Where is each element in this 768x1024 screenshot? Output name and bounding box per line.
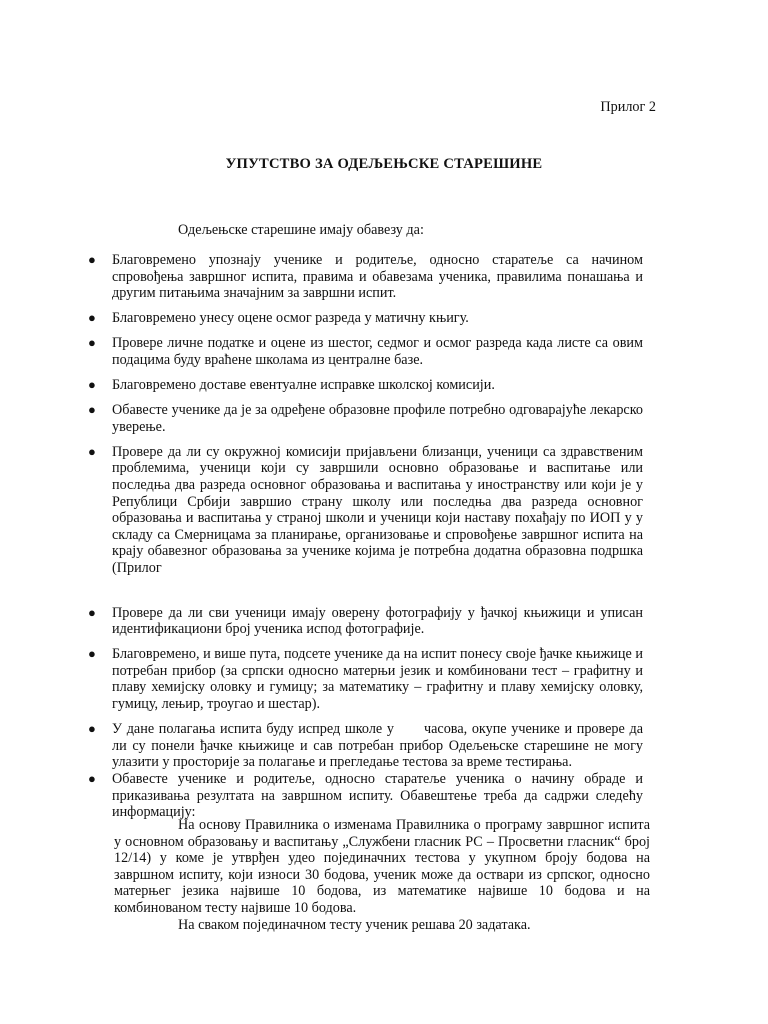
list-item [84,771,643,821]
list-item-text: Благовремено, и више пута, подсете ученике да на испит понесу своје ђачке књижице и потребан прибор (за српски односно матерњи језик и комбиновани тест – графитну и плаву хемијску оловку и гумицу; за математику – графитну и плаву хемијску оловку, гумицу, лењир, троугао и шестар). [112,646,643,713]
duties-list [84,252,643,829]
list-item-text: Провере да ли су окружној комисији пријављени близанци, ученици са здравственим проблемима, ученици који су завршили основно образовање и васпитање или последња два разреда основног образовања и васпитања у иностранству или који је у Републици Србији завршио страну школу или последња два разреда основног образовања и васпитања у страној школи и ученици који наставу похађају по ИОП у у складу са Смерницама за планирање, организовање и спровођење завршног испита на крају обавезног образовања за ученике којима је потребна додатна образовна подршка (Прилог [112,443,643,576]
intro-text: Одељењске старешине имају обавезу да: [178,222,424,238]
list-item [84,444,643,577]
bullet-icon: ● [88,335,96,351]
list-item-text: Обавесте ученике да је за одређене образовне профиле потребно одговарајуће лекарско уверење. [112,402,643,435]
attachment-label: Прилог 2 [600,99,656,115]
closing-paragraph: На основу Правилника о изменама Правилника о програму завршног испита у основном образовању и васпитању „Службени гласник РС – Просветни гласник“ број 12/14) у коме је утврђен удео појединачних тестова у укупном броју бодова на завршном испиту, који износи 30 бодова, ученик може да оствари из српског, односно матерњег језика највише 10 бодова, из математике највише 10 бодова и на комбинованом тесту највише 10 бодова. [114,817,650,916]
bullet-icon: ● [88,252,96,267]
list-item-text: Провере личне податке и оцене из шестог, седмог и осмог разреда када листе са овим подацима буду враћене школама из централне базе. [112,335,643,368]
list-item [84,402,643,435]
list-item [84,335,643,368]
bullet-icon: ● [88,443,96,459]
list-item-text-before-blank: У дане полагања испита буду испред школе у [112,721,394,738]
closing-section [114,817,650,933]
list-item [84,721,643,771]
list-item-text-after-blank: часова, окупе ученике и провере да ли су понели ђачке књижице и сав потребан прибор Одељењске старешине не могу улазити у просторије за полагање и прегледање тестова за време тестирања. [112,721,644,771]
bullet-icon: ● [88,770,96,786]
list-item-text: Благовремено унесу оцене осмог разреда у матичну књигу. [112,310,469,327]
bullet-icon: ● [88,377,96,393]
bullet-icon: ● [88,402,96,418]
list-item [84,310,643,327]
list-item [84,252,643,302]
bullet-icon: ● [88,721,96,737]
list-item-text: Благовремено доставе евентуалне исправке школској комисији. [112,377,495,394]
list-item [84,646,643,712]
bullet-icon: ● [88,310,96,326]
closing-paragraph: На сваком појединачном тесту ученик решава 20 задатака. [178,916,531,933]
list-item [84,377,643,394]
bullet-icon: ● [88,646,96,662]
document-title: УПУТСТВО ЗА ОДЕЉЕЊСКЕ СТАРЕШИНЕ [225,156,543,172]
list-item-text: Благовремено упознају ученике и родитеље, односно старатеље са начином спровођења завршног испита, правима и обавезама ученика, правилима понашања и другим питањима значајним за завршни испит. [112,252,643,302]
list-item-text: Провере да ли сви ученици имају оверену фотографију у ђачкој књижици и уписан идентификациони број ученика испод фотографије. [112,604,643,638]
list-item [84,605,643,638]
bullet-icon: ● [88,604,96,620]
list-item-text: Обавесте ученике и родитеље, односно старатеље ученика о начину обраде и приказивања резултата на завршном испиту. Обавештење треба да садржи следећу информацију: [112,770,643,821]
